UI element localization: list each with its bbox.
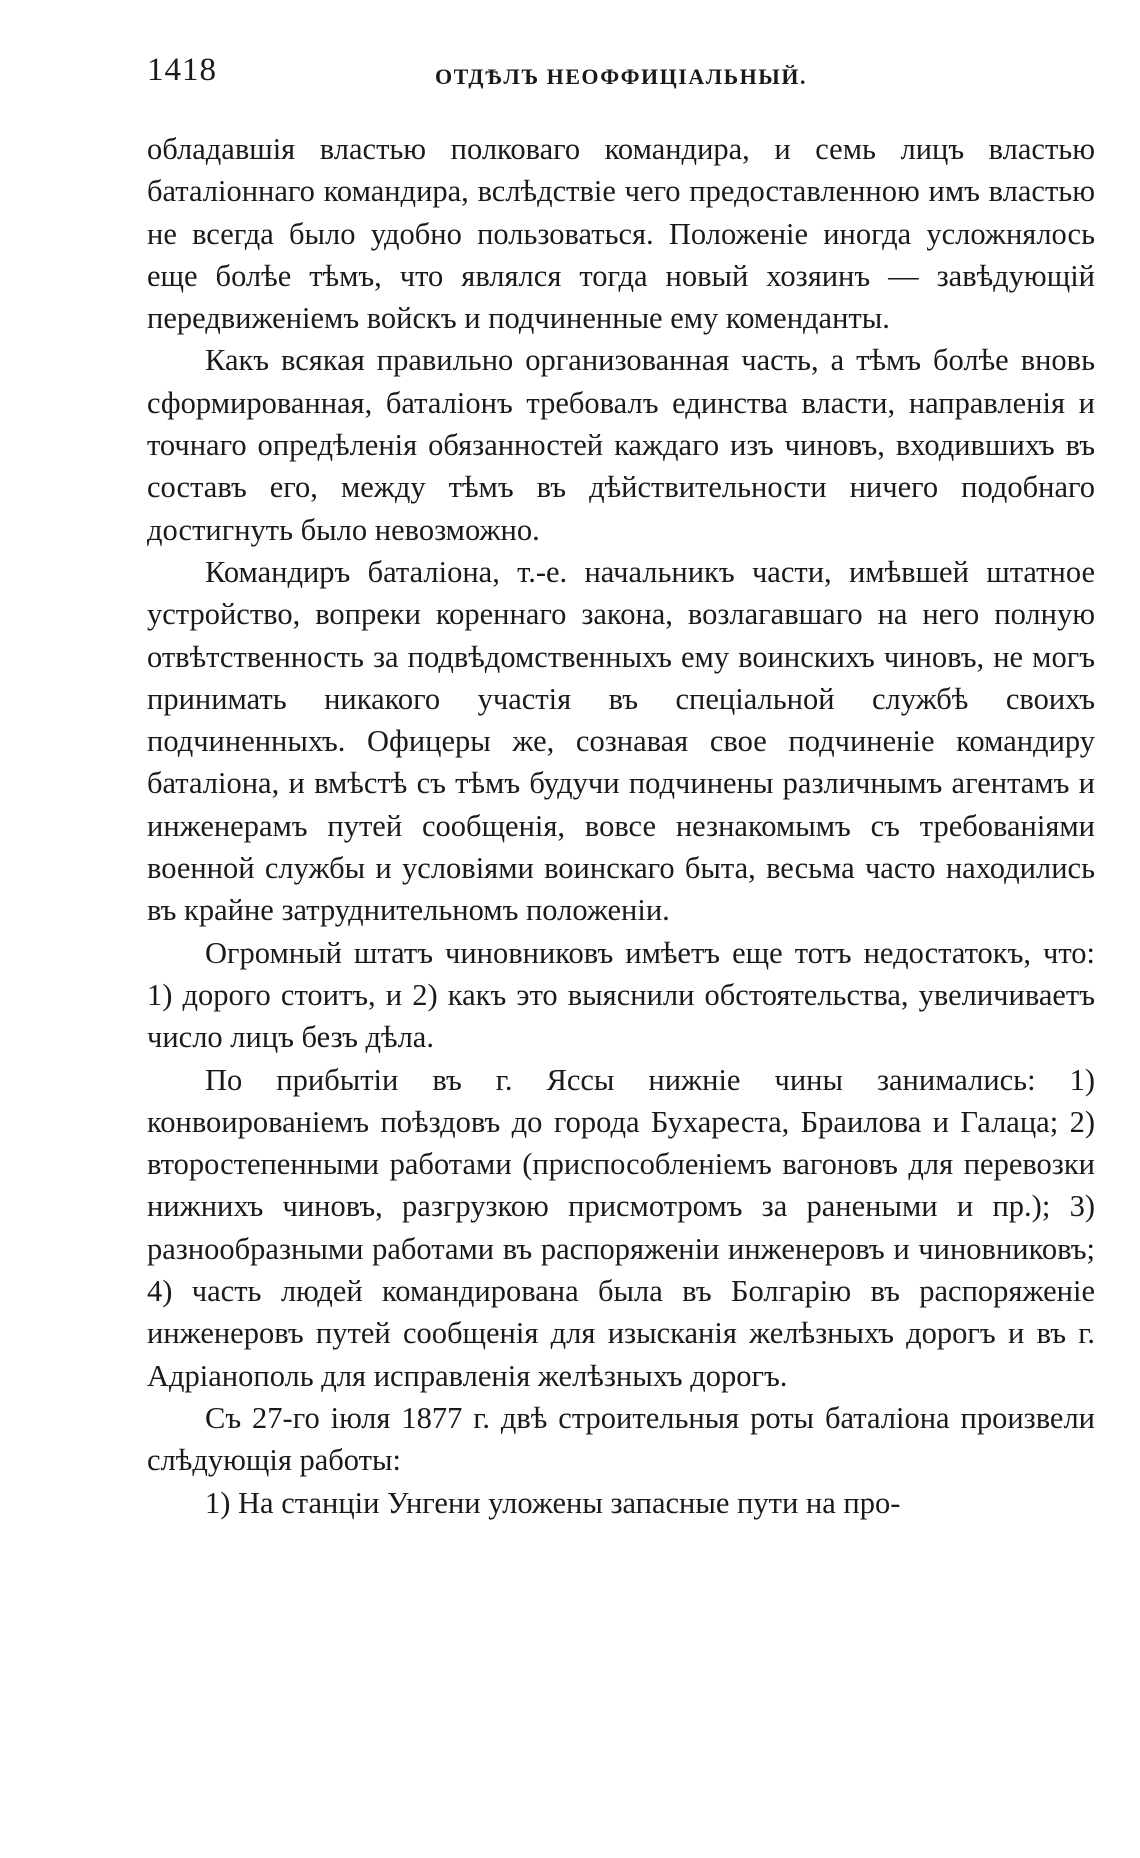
running-head: ОТДѢЛЪ НЕОФФИЦІАЛЬНЫЙ.: [435, 64, 807, 89]
paragraph: Какъ всякая правильно организованная часть, а тѣмъ болѣе вновь сформированная, баталіонъ требовалъ единства власти, направленія и точнаго опредѣленія обязанностей каждаго изъ чиновъ, входившихъ въ составъ его, между тѣмъ въ дѣйствительности ничего подобнаго достигнуть было невозможно.: [147, 343, 1095, 547]
body-text: [147, 128, 1095, 1524]
paragraph: Командиръ баталіона, т.-е. начальникъ части, имѣвшей штатное устройство, вопреки кореннаго закона, возлагавшаго на него полную отвѣтственность за подвѣдомственныхъ ему воинскихъ чиновъ, не могъ принимать никакого участія въ спеціальной службѣ своихъ подчиненныхъ. Офицеры же, сознавая свое подчиненіе командиру баталіона, и вмѣстѣ съ тѣмъ будучи подчинены различнымъ агентамъ и инженерамъ путей сообщенія, вовсе незнакомымъ съ требованіями военной службы и условіями воинскаго быта, весьма часто находились въ крайне затруднительномъ положеніи.: [147, 554, 1095, 928]
paragraph: Огромный штатъ чиновниковъ имѣетъ еще тотъ недостатокъ, что: 1) дорого стоитъ, и 2) какъ это выяснили обстоятельства, увеличиваетъ число лицъ безъ дѣла.: [147, 935, 1095, 1055]
paragraph: Съ 27-го іюля 1877 г. двѣ строительныя роты баталіона произвели слѣдующія работы:: [147, 1400, 1095, 1478]
paragraph: По прибытіи въ г. Яссы нижніе чины занимались: 1) конвоированіемъ поѣздовъ до города Бухареста, Браилова и Галаца; 2) второстепенными работами (приспособленіемъ вагоновъ для перевозки нижнихъ чиновъ, разгрузкою присмотромъ за ранеными и пр.); 3) разнообразными работами въ распоряженіи инженеровъ и чиновниковъ; 4) часть людей командирована была въ Болгарію въ распоряженіе инженеровъ путей сообщенія для изысканія желѣзныхъ дорогъ и въ г. Адріанополь для исправленія желѣзныхъ дорогъ.: [147, 1062, 1095, 1393]
paragraph-continuation: обладавшія властью полковаго командира, и семь лицъ властью баталіоннаго командира, вслѣдствіе чего предоставленною имъ властью не всегда было удобно пользоваться. Положеніе иногда усложнялось еще болѣе тѣмъ, что являлся тогда новый хозяинъ — завѣдующій передвиженіемъ войскъ и подчиненные ему коменданты.: [147, 132, 1095, 336]
page-header: [147, 52, 1095, 102]
page-number: 1418: [147, 52, 217, 88]
paragraph: 1) На станціи Унгени уложены запасные пути на про-: [205, 1485, 901, 1520]
